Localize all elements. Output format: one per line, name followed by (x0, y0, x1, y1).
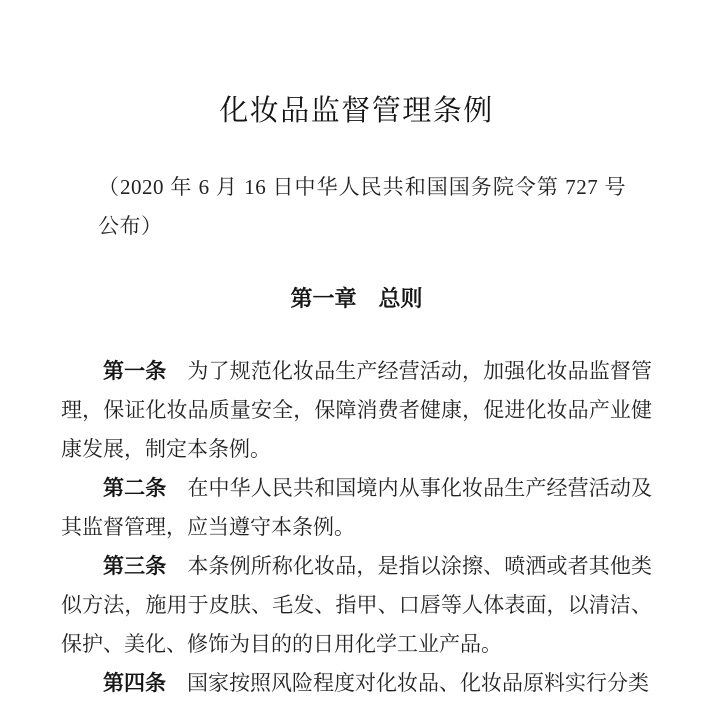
chapter-heading: 第一章 总则 (290, 286, 423, 312)
article-paragraph-2 (61, 469, 652, 547)
article-text-4: 国家按照风险程度对化妆品、化妆品原料实行分类 (187, 670, 649, 695)
article-paragraph-1 (61, 352, 652, 469)
article-paragraph-4 (61, 664, 652, 704)
article-number-3: 第三条 (103, 554, 167, 578)
article-text-3: 本条例所称化妆品，是指以涂擦、喷洒或者其他类似方法，施用于皮肤、毛发、指甲、口唇等人体表面，以清洁、保护、美化、修饰为目的的日用化学工业产品。 (61, 553, 652, 656)
article-number-1: 第一条 (103, 359, 167, 383)
article-text-2: 在中华人民共和国境内从事化妆品生产经营活动及其监督管理，应当遵守本条例。 (61, 475, 652, 540)
article-text-1: 为了规范化妆品生产经营活动，加强化妆品监督管理，保证化妆品质量安全，保障消费者健康，促进化妆品产业健康发展，制定本条例。 (61, 358, 652, 461)
article-paragraph-3 (61, 547, 652, 664)
document-title: 化妆品监督管理条例 (219, 95, 494, 127)
article-number-4: 第四条 (103, 671, 166, 695)
promulgation-note: （2020 年 6 月 16 日中华人民共和国国务院令第 727 号公布） (98, 175, 626, 238)
article-number-2: 第二条 (103, 476, 167, 500)
